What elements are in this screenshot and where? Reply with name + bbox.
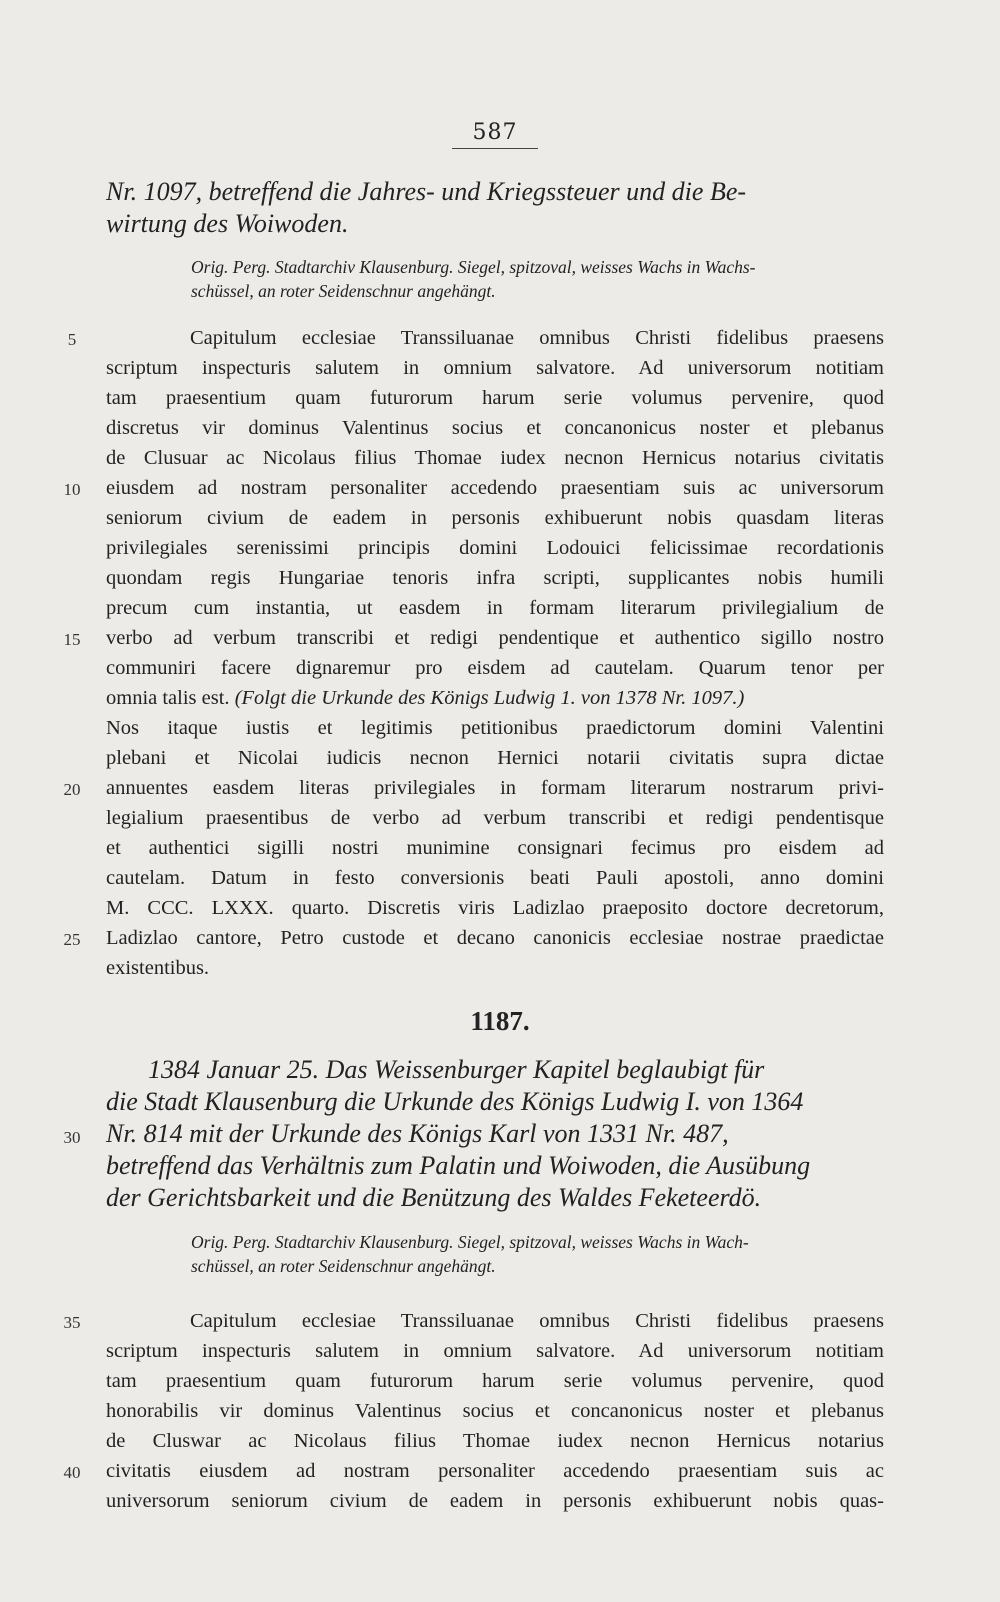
body-line: Ladizlao cantore, Petro custode et decano canonicis ecclesiae nostrae praedictae <box>106 927 884 949</box>
body-line: tam praesentium quam futurorum harum serie volumus pervenire, quod <box>106 387 884 409</box>
document-number: 1187. <box>470 1006 530 1036</box>
body-line: de Cluswar ac Nicolaus filius Thomae iudex necnon Hernicus notarius <box>106 1430 884 1452</box>
body-line: plebani et Nicolai iudicis necnon Hernici notarii civitatis supra dictae <box>106 747 884 769</box>
body-line: annuentes easdem literas privilegiales in formam literarum nostrarum privi- <box>106 777 884 799</box>
heading-line: Nr. 1097, betreffend die Jahres- und Kriegssteuer und die Be- <box>106 177 747 206</box>
note-line: schüssel, an roter Seidenschnur angehängt. <box>191 281 496 301</box>
body-line: scriptum inspecturis salutem in omnium salvatore. Ad universorum notitiam <box>106 357 884 379</box>
body-line: precum cum instantia, ut easdem in formam literarum privilegialium de <box>106 597 884 619</box>
body-line: existentibus. <box>106 957 210 979</box>
margin-line-number: 10 <box>63 480 81 499</box>
heading-line: wirtung des Woiwoden. <box>106 209 349 238</box>
body-line: verbo ad verbum transcribi et redigi pendentique et authentico sigillo nostro <box>106 627 884 649</box>
margin-line-number: 35 <box>63 1313 81 1332</box>
body-line: honorabilis vir dominus Valentinus socius et concanonicus noster et plebanus <box>106 1400 884 1422</box>
section1-source-note <box>106 255 884 303</box>
section1-body <box>106 323 884 983</box>
body-line-with-note <box>106 683 884 713</box>
heading-line: Nr. 814 mit der Urkunde des Königs Karl von 1331 Nr. 487, <box>106 1119 729 1148</box>
section2-source-note <box>106 1230 884 1278</box>
body-line: Capitulum ecclesiae Transsiluanae omnibus Christi fidelibus praesens <box>190 327 884 349</box>
body-line: Nos itaque iustis et legitimis petitionibus praedictorum domini Valentini <box>106 717 884 739</box>
body-line: Capitulum ecclesiae Transsiluanae omnibus Christi fidelibus praesens <box>190 1310 884 1332</box>
margin-line-number: 15 <box>63 630 81 649</box>
margin-line-number: 5 <box>67 330 77 349</box>
heading-line: 1384 Januar 25. Das Weissenburger Kapitel beglaubigt für <box>148 1055 765 1084</box>
body-line: discretus vir dominus Valentinus socius et concanonicus noster et plebanus <box>106 417 884 439</box>
heading-line: betreffend das Verhältnis zum Palatin und Woiwoden, die Ausübung <box>106 1151 811 1180</box>
body-line: universorum seniorum civium de eadem in personis exhibuerunt nobis quas- <box>106 1490 884 1512</box>
heading-line: die Stadt Klausenburg die Urkunde des Königs Ludwig I. von 1364 <box>106 1087 804 1116</box>
heading-line: der Gerichtsbarkeit und die Benützung des Waldes Feketeerdö. <box>106 1183 762 1212</box>
body-line: de Clusuar ac Nicolaus filius Thomae iudex necnon Hernicus notarius civitatis <box>106 447 884 469</box>
body-line: M. CCC. LXXX. quarto. Discretis viris Ladizlao praeposito doctore decretorum, <box>106 897 884 919</box>
note-line: Orig. Perg. Stadtarchiv Klausenburg. Siegel, spitzoval, weisses Wachs in Wachs- <box>191 257 756 277</box>
inline-editorial-note: (Folgt die Urkunde des Königs Ludwig 1. von 1378 Nr. 1097.) <box>234 687 745 709</box>
body-line: civitatis eiusdem ad nostram personaliter accedendo praesentiam suis ac <box>106 1460 884 1482</box>
margin-line-number: 25 <box>63 930 81 949</box>
section1-heading <box>106 176 884 240</box>
body-line: legialium praesentibus de verbo ad verbum transcribi et redigi pendentisque <box>106 807 884 829</box>
body-line: seniorum civium de eadem in personis exhibuerunt nobis quasdam literas <box>106 507 884 529</box>
body-line: communiri facere dignaremur pro eisdem ad cautelam. Quarum tenor per <box>106 657 884 679</box>
body-line: cautelam. Datum in festo conversionis beati Pauli apostoli, anno domini <box>106 867 884 889</box>
body-line: scriptum inspecturis salutem in omnium salvatore. Ad universorum notitiam <box>106 1340 884 1362</box>
body-text: omnia talis est. <box>106 687 230 709</box>
margin-line-number: 40 <box>63 1463 81 1482</box>
note-line: schüssel, an roter Seidenschnur angehängt. <box>191 1256 496 1276</box>
section2-heading <box>106 1054 884 1214</box>
page-number: 587 <box>452 120 538 149</box>
margin-line-number: 30 <box>63 1128 81 1147</box>
margin-line-number: 20 <box>63 780 81 799</box>
body-line: privilegiales serenissimi principis domini Lodouici felicissimae recordationis <box>106 537 884 559</box>
note-line: Orig. Perg. Stadtarchiv Klausenburg. Siegel, spitzoval, weisses Wachs in Wach- <box>191 1232 749 1252</box>
body-line: quondam regis Hungariae tenoris infra scripti, supplicantes nobis humili <box>106 567 884 589</box>
body-line: et authentici sigilli nostri munimine consignari fecimus pro eisdem ad <box>106 837 884 859</box>
body-line: eiusdem ad nostram personaliter accedendo praesentiam suis ac universorum <box>106 477 884 499</box>
body-line: tam praesentium quam futurorum harum serie volumus pervenire, quod <box>106 1370 884 1392</box>
section2-body <box>106 1306 884 1516</box>
